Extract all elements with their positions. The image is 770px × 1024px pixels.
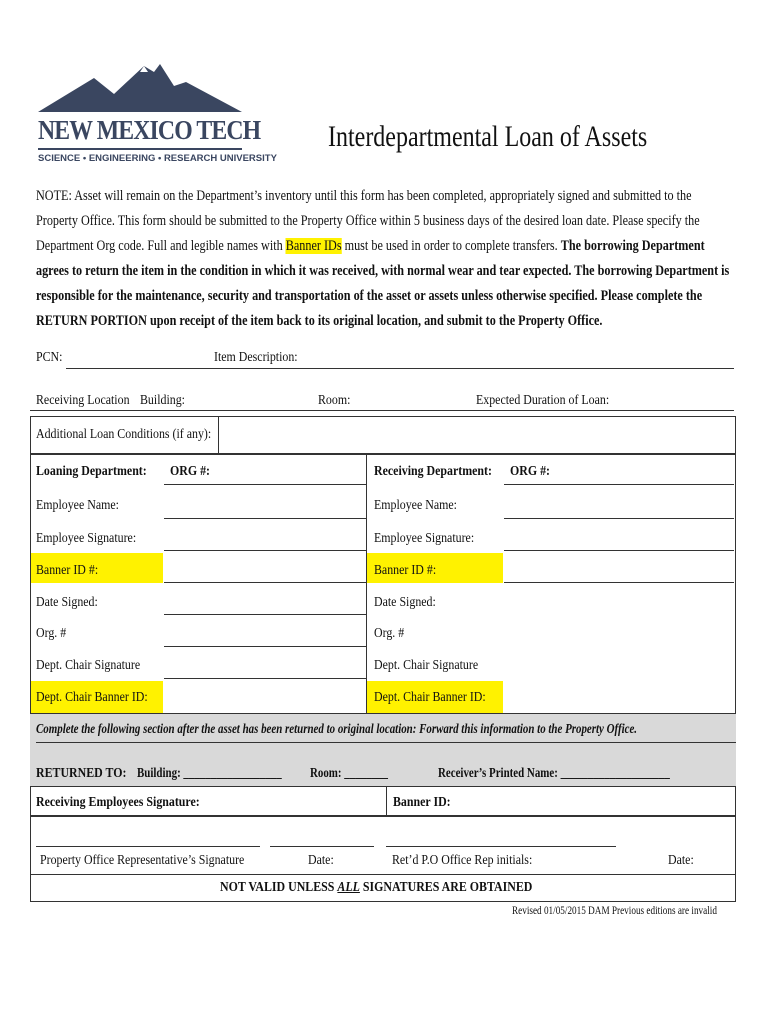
not-valid-divider <box>30 874 736 875</box>
not-valid-text-2: SIGNATURES ARE OBTAINED <box>359 880 533 895</box>
loaning-org-field[interactable] <box>164 484 366 485</box>
loaning-employee-signature-label: Employee Signature: <box>36 531 137 546</box>
note-text-2: must be used in order to complete transfers. <box>341 238 561 254</box>
receiving-banner-id-field[interactable] <box>504 582 734 583</box>
conditions-divider <box>218 416 219 454</box>
building-label: Building: <box>140 393 185 408</box>
logo-name: NEW MEXICO TECH <box>38 115 261 145</box>
returned-to-label: RETURNED TO: <box>36 766 127 781</box>
receiving-org-field[interactable] <box>504 484 734 485</box>
loaning-chair-banner-id-label: Dept. Chair Banner ID: <box>36 690 148 705</box>
loaning-org-number-field[interactable] <box>164 646 366 647</box>
loaning-department-heading: Loaning Department: <box>36 464 147 479</box>
not-valid-all: ALL <box>337 880 360 895</box>
prop-office-sig-label: Property Office Representative’s Signature <box>40 853 245 868</box>
loaning-employee-name-field[interactable] <box>164 518 366 519</box>
receiving-banner-id-label: Banner ID #: <box>374 563 437 578</box>
receiving-org-label: ORG #: <box>510 464 551 479</box>
return-instruction-line <box>36 742 736 743</box>
item-description-label: Item Description: <box>214 350 298 365</box>
receiving-department-heading: Receiving Department: <box>374 464 492 479</box>
prop-office-date-field[interactable] <box>270 846 374 847</box>
loaning-chair-signature-label: Dept. Chair Signature <box>36 658 141 673</box>
po-date-label: Date: <box>668 853 694 868</box>
note-bold-text: The borrowing Department agrees to return the item in the condition in which it was received, with normal wear and tear expected. The borrowing Department is responsible for the maintenance, security and transportation of the asset or assets unless otherwise specified. Please complete the RETURN PORTION upon receipt of the item back to its original location, and submit to the Property Office. <box>36 238 730 329</box>
loaning-employee-signature-field[interactable] <box>164 550 366 551</box>
prop-office-sig-field[interactable] <box>36 846 260 847</box>
logo-tagline: SCIENCE • ENGINEERING • RESEARCH UNIVERSITY <box>38 153 277 164</box>
loaning-chair-signature-field[interactable] <box>164 678 366 679</box>
loaning-date-signed-label: Date Signed: <box>36 595 98 610</box>
receiving-chair-signature-label: Dept. Chair Signature <box>374 658 479 673</box>
loaning-employee-name-label: Employee Name: <box>36 498 119 513</box>
return-banner-id-label: Banner ID: <box>393 795 451 810</box>
loan-section-frame <box>30 454 736 714</box>
pcn-field[interactable] <box>66 368 206 369</box>
receiver-printed-name-field[interactable]: Receiver’s Printed Name: ____________________ <box>438 766 670 781</box>
po-initials-field[interactable] <box>386 846 616 847</box>
note-text: NOTE: Asset will remain on the Department’s inventory until this form has been completed, appropriately signed and submitted to the Property Office. This form should be submitted to the Property Office within 5 business days of the desired loan date. Please specify the Department Org code. Full and legible names with <box>36 188 700 254</box>
note-highlight: Banner IDs <box>285 238 342 254</box>
revision-footer: Revised 01/05/2015 DAM Previous editions are invalid <box>512 905 717 917</box>
receiving-date-signed-label: Date Signed: <box>374 595 436 610</box>
receiving-org-number-label: Org. # <box>374 626 405 641</box>
loaning-banner-id-label: Banner ID #: <box>36 563 99 578</box>
mountain-logo-icon <box>36 60 248 116</box>
return-instruction: Complete the following section after the asset has been returned to original location: Forward this information to the Property Office. <box>36 722 638 737</box>
signature-row-divider <box>386 786 387 816</box>
loaning-date-signed-field[interactable] <box>164 614 366 615</box>
university-logo <box>36 60 277 168</box>
loaning-banner-id-field[interactable] <box>164 582 366 583</box>
prop-office-date-label: Date: <box>308 853 334 868</box>
loan-section-divider <box>366 454 367 714</box>
pcn-label: PCN: <box>36 350 63 365</box>
room-label: Room: <box>318 393 351 408</box>
receiving-employee-signature-field[interactable] <box>504 550 734 551</box>
not-valid-text-1: NOT VALID UNLESS <box>220 880 338 895</box>
receiving-employee-signature-label: Employee Signature: <box>374 531 475 546</box>
page-title: Interdepartmental Loan of Assets <box>328 120 648 153</box>
return-building-field[interactable]: Building: __________________ <box>137 766 282 781</box>
expected-duration-label: Expected Duration of Loan: <box>476 393 610 408</box>
item-description-field[interactable] <box>206 368 734 369</box>
note-paragraph <box>36 184 733 334</box>
logo-divider <box>38 148 242 150</box>
location-field[interactable] <box>30 410 734 411</box>
receiving-employee-name-field[interactable] <box>504 518 734 519</box>
receiving-employee-name-label: Employee Name: <box>374 498 457 513</box>
loaning-org-number-label: Org. # <box>36 626 67 641</box>
not-valid-notice <box>220 880 532 896</box>
return-room-field[interactable]: Room: ________ <box>310 766 388 781</box>
receiving-employees-signature-label: Receiving Employees Signature: <box>36 795 200 810</box>
additional-conditions-label: Additional Loan Conditions (if any): <box>36 427 212 442</box>
receiving-location-label: Receiving Location <box>36 393 130 408</box>
receiving-chair-banner-id-label: Dept. Chair Banner ID: <box>374 690 486 705</box>
loaning-org-label: ORG #: <box>170 464 211 479</box>
recd-initials-label: Ret’d P.O Office Rep initials: <box>392 853 533 868</box>
